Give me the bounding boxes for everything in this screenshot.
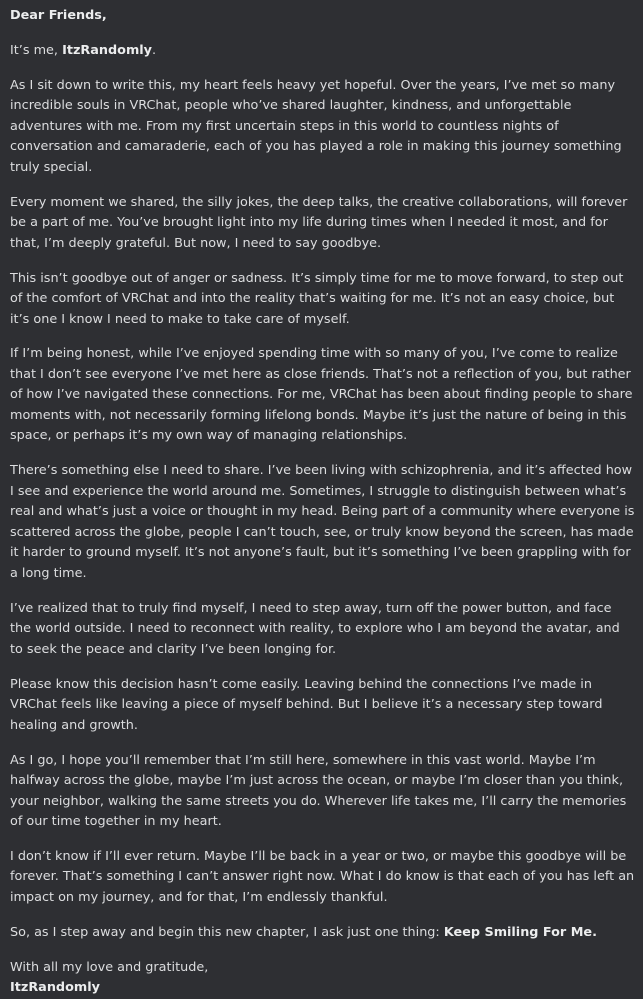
paragraph: There’s something else I need to share. I’ve been living with schizophrenia, and it’s affected how I see and experience the world around me. Sometimes, I struggle to distinguish between what’s real and what’s just a voice or thought in my head. Being part of a community where everyone is scattered across the globe, people I can’t touch, see, or truly know beyond the screen, has made it harder to ground myself. It’s not anyone’s fault, but it’s something I’ve been grappling with for a long time. bbox=[10, 463, 635, 581]
final-request bbox=[10, 923, 635, 944]
signature: ItzRandomly bbox=[10, 980, 100, 996]
intro-name: ItzRandomly bbox=[62, 42, 153, 58]
intro-line bbox=[10, 41, 635, 62]
paragraph: If I’m being honest, while I’ve enjoyed spending time with so many of you, I’ve come to realize that I don’t see everyone I’ve met here as close friends. That’s not a reflection of you, but rather of how I’ve navigated these connections. For me, VRChat has been about finding people to share moments with, not necessarily forming lifelong bonds. Maybe it’s just the nature of being in this space, or perhaps it’s my own way of managing relationships. bbox=[10, 346, 633, 444]
paragraph: As I go, I hope you’ll remember that I’m still here, somewhere in this vast world. Maybe I’m halfway across the globe, maybe I’m just across the ocean, or maybe I’m closer than you think, your neighbor, walking the same streets you do. Wherever life takes me, I’ll carry the memories of our time together in my heart. bbox=[10, 752, 627, 830]
final-prefix: So, as I step away and begin this new chapter, I ask just one thing: bbox=[10, 924, 444, 940]
paragraph: This isn’t goodbye out of anger or sadness. It’s simply time for me to move forward, to step out of the comfort of VRChat and into the reality that’s waiting for me. It’s not an easy choice, but it’s one I know I need to make to take care of myself. bbox=[10, 270, 624, 327]
paragraph: I don’t know if I’ll ever return. Maybe I’ll be back in a year or two, or maybe this goodbye will be forever. That’s something I can’t answer right now. What I do know is that each of you has left an impact on my journey, and for that, I’m endlessly thankful. bbox=[10, 848, 635, 905]
paragraph: Every moment we shared, the silly jokes, the deep talks, the creative collaborations, will forever be a part of me. You’ve brought light into my life during times when I needed it most, and for that, I’m deeply grateful. But now, I need to say goodbye. bbox=[10, 194, 628, 251]
paragraph: As I sit down to write this, my heart feels heavy yet hopeful. Over the years, I’ve met so many incredible souls in VRChat, people who’ve shared laughter, kindness, and unforgettable adventures with me. From my first uncertain steps in this world to countless nights of conversation and camaraderie, each of you has played a role in making this journey something truly special. bbox=[10, 77, 622, 175]
paragraph: Please know this decision hasn’t come easily. Leaving behind the connections I’ve made in VRChat feels like leaving a piece of myself behind. But I believe it’s a necessary step toward healing and growth. bbox=[10, 676, 603, 733]
intro-prefix: It’s me, bbox=[10, 42, 63, 58]
intro-suffix: . bbox=[152, 42, 157, 58]
final-emphasis: Keep Smiling For Me. bbox=[443, 924, 597, 940]
salutation: Dear Friends, bbox=[10, 8, 107, 23]
closing: With all my love and gratitude, bbox=[10, 959, 209, 975]
paragraph: I’ve realized that to truly find myself, I need to step away, turn off the power button, and face the world outside. I need to reconnect with reality, to explore who I am beyond the avatar, and to seek the peace and clarity I’ve been longing for. bbox=[10, 600, 620, 657]
